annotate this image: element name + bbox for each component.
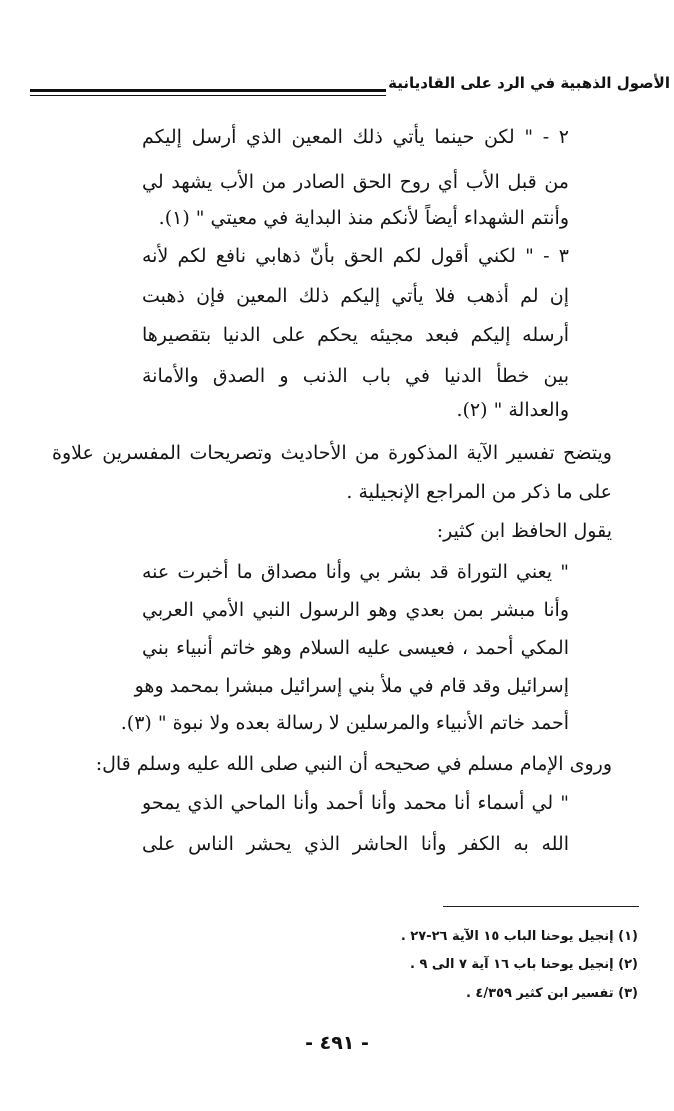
footnote-rule [443,906,639,907]
text-line: وروى الإمام مسلم في صحيحه أن النبي صلى الله عليه وسلم قال: [95,753,612,775]
footnote: (١) إنجيل يوحنا الباب ١٥ الآية ٢٦-٢٧ . [400,929,638,944]
running-title: الأصول الذهبية في الرد على القاديانية [388,74,670,92]
text-line: ٣ - " لكني أقول لكم الحق بأنّ ذهابي نافع لكم لأنه [142,245,569,267]
text-line: يقول الحافظ ابن كثير: [436,520,612,542]
text-line: ويتضح تفسير الآية المذكورة من الأحاديث وتصريحات المفسرين علاوة [52,442,612,464]
text-line: وأنا مبشر بمن بعدي وهو الرسول النبي الأمي العربي [142,599,569,621]
text-line: أرسله إليكم فبعد مجيئه يحكم على الدنيا بتقصيرها [142,324,569,346]
header-rule-thick [30,89,386,92]
text-line: بين خطأ الدنيا في باب الذنب و الصدق والأمانة [142,365,569,387]
text-line: وأنتم الشهداء أيضاً لأنكم منذ البداية في معيتي " (١). [158,207,569,229]
page-number: - ٤٩١ - [305,1032,369,1054]
footnote: (٣) تفسير ابن كثير ٤/٣٥٩ . [465,986,638,1001]
text-line: إن لم أذهب فلا يأتي إليكم ذلك المعين فإن ذهبت [142,285,569,307]
text-line: والعدالة " (٢). [456,399,569,421]
text-line: من قبل الأب أي روح الحق الصادر من الأب يشهد لي [142,171,569,193]
text-line: ٢ - " لكن حينما يأتي ذلك المعين الذي أرسل إليكم [142,126,569,148]
text-line: على ما ذكر من المراجع الإنجيلية . [346,481,612,503]
text-line: " يعني التوراة قد بشر بي وأنا مصداق ما أخبرت عنه [142,561,569,583]
running-header [30,70,672,100]
text-line: أحمد خاتم الأنبياء والمرسلين لا رسالة بعده ولا نبوة " (٣). [120,712,569,734]
text-line: إسرائيل وقد قام في ملأ بني إسرائيل مبشرا بمحمد وهو [134,675,569,697]
footnote: (٢) إنجيل يوحنا باب ١٦ آية ٧ الى ٩ . [409,957,638,972]
text-line: الله به الكفر وأنا الحاشر الذي يحشر الناس على [142,833,569,855]
text-line: " لي أسماء أنا محمد وأنا أحمد وأنا الماحي الذي يمحو [142,792,569,814]
header-rule-thin [30,95,386,96]
text-line: المكي أحمد ، فعيسى عليه السلام وهو خاتم أنبياء بني [142,637,569,659]
